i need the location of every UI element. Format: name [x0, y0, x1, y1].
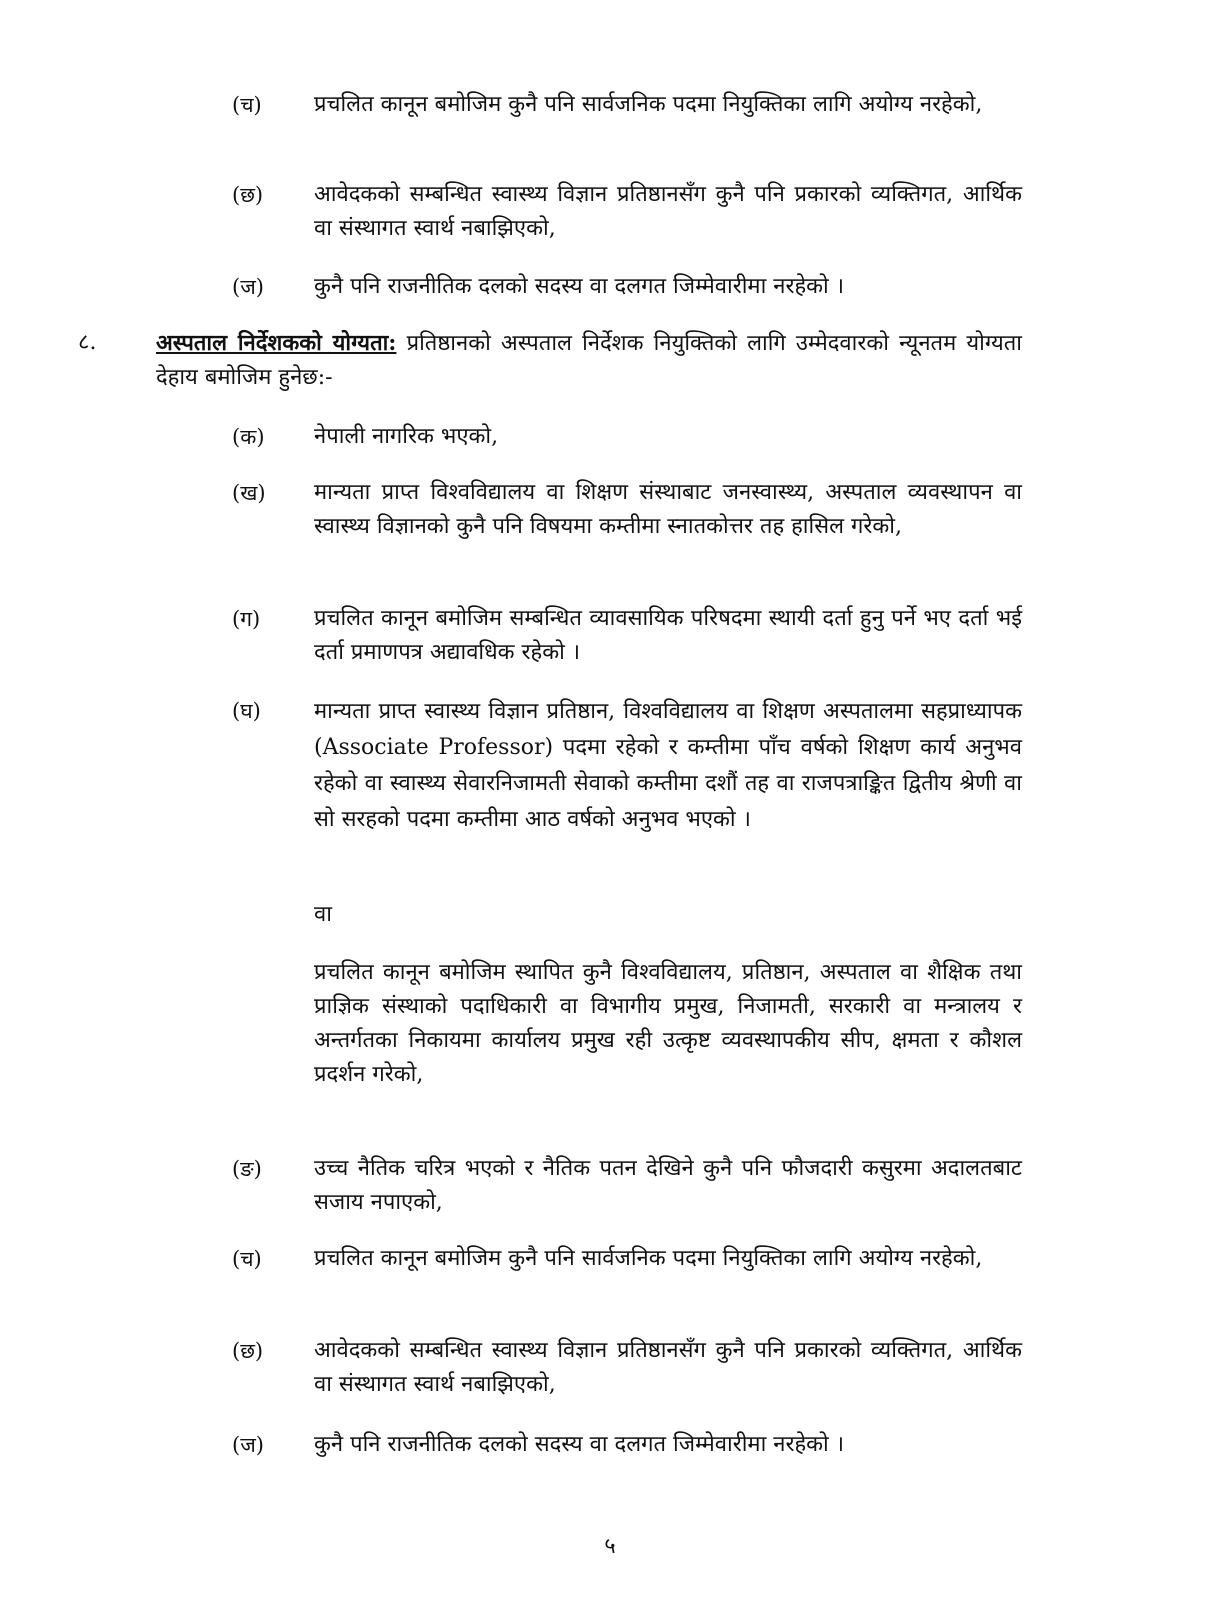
list-item-ja [232, 1428, 1022, 1462]
list-item-kha [232, 476, 1022, 544]
list-item-ja-top [232, 270, 1022, 304]
item-marker: (छ) [232, 183, 264, 207]
item-text: प्रचलित कानून बमोजिम कुनै पनि सार्वजनिक पदमा नियुक्तिका लागि अयोग्य नरहेको, [314, 1246, 983, 1271]
page-number: ५ [604, 1534, 616, 1559]
or-label: वा [314, 902, 332, 927]
list-item-ga [232, 602, 1022, 670]
item-marker: (क) [232, 425, 265, 449]
section-heading: अस्पताल निर्देशकको योग्यता: [156, 330, 397, 356]
list-item-chha-top [232, 178, 1022, 246]
item-text: आवेदकको सम्बन्धित स्वास्थ्य विज्ञान प्रतिष्ठानसँग कुनै पनि प्रकारको व्यक्तिगत, आर्थिक वा संस्थागत स्वार्थ नबाझिएको, [314, 1338, 1022, 1397]
section-hospital-director-qualification [78, 326, 1022, 395]
item-marker: (च) [232, 93, 262, 117]
section-intro [156, 326, 1022, 395]
section-number: ८. [78, 330, 97, 355]
list-item-ka [232, 420, 1022, 454]
item-marker: (ज) [232, 275, 264, 299]
item-marker: (ख) [232, 481, 266, 505]
or-paragraph: प्रचलित कानून बमोजिम स्थापित कुनै विश्वविद्यालय, प्रतिष्ठान, अस्पताल वा शैक्षिक तथा प्राज्ञिक संस्थाको पदाधिकारी वा विभागीय प्रमुख, निजामती, सरकारी वा मन्त्रालय र अन्तर्गतका निकायमा कार्यालय प्रमुख रही उत्कृष्ट व्यवस्थापकीय सीप, क्षमता र कौशल प्रदर्शन गरेको, [314, 960, 1022, 1087]
item-text: मान्यता प्राप्त विश्वविद्यालय वा शिक्षण संस्थाबाट जनस्वास्थ्य, अस्पताल व्यवस्थापन वा स्वास्थ्य विज्ञानको कुनै पनि विषयमा कम्तीमा स्नातकोत्तर तह हासिल गरेको, [314, 480, 1022, 539]
list-item-gha [232, 694, 1022, 838]
item-text: उच्च नैतिक चरित्र भएको र नैतिक पतन देखिने कुनै पनि फौजदारी कसुरमा अदालतबाट सजाय नपाएको, [314, 1156, 1022, 1215]
item-marker: (ज) [232, 1433, 264, 1457]
item-text: मान्यता प्राप्त स्वास्थ्य विज्ञान प्रतिष्ठान, विश्वविद्यालय वा शिक्षण अस्पतालमा सहप्राध्यापक (Associate Professor) पदमा रहेको र कम्तीमा पाँच वर्षको शिक्षण कार्य अनुभव रहेको वा स्वास्थ्य सेवारनिजामती सेवाको कम्तीमा दशौं तह वा राजपत्राङ्कित द्वितीय श्रेणी वा सो सरहको पदमा कम्तीमा आठ वर्षको अनुभव भएको । [314, 699, 1022, 832]
item-marker: (ङ) [232, 1157, 262, 1181]
item-text: प्रचलित कानून बमोजिम सम्बन्धित व्यावसायिक परिषदमा स्थायी दर्ता हुनु पर्ने भए दर्ता भई दर्ता प्रमाणपत्र अद्यावधिक रहेको । [314, 606, 1022, 665]
item-text: प्रचलित कानून बमोजिम कुनै पनि सार्वजनिक पदमा नियुक्तिका लागि अयोग्य नरहेको, [314, 92, 983, 117]
item-text: आवेदकको सम्बन्धित स्वास्थ्य विज्ञान प्रतिष्ठानसँग कुनै पनि प्रकारको व्यक्तिगत, आर्थिक वा संस्थागत स्वार्थ नबाझिएको, [314, 182, 1022, 241]
list-item-nga [232, 1152, 1022, 1220]
list-item-cha-top [232, 88, 1022, 122]
item-text: कुनै पनि राजनीतिक दलको सदस्य वा दलगत जिम्मेवारीमा नरहेको । [314, 1432, 845, 1457]
list-item-cha [232, 1242, 1022, 1276]
item-text: नेपाली नागरिक भएको, [314, 424, 499, 449]
item-text: कुनै पनि राजनीतिक दलको सदस्य वा दलगत जिम्मेवारीमा नरहेको । [314, 274, 845, 299]
item-marker: (छ) [232, 1339, 264, 1363]
list-item-chha [232, 1334, 1022, 1402]
section-intro-text: प्रतिष्ठानको अस्पताल निर्देशक नियुक्तिको लागि उम्मेदवारको न्यूनतम योग्यता देहाय बमोजिम हुनेछ:- [156, 331, 1023, 390]
item-marker: (च) [232, 1247, 262, 1271]
item-marker: (ग) [232, 607, 261, 631]
item-marker: (घ) [232, 699, 261, 723]
